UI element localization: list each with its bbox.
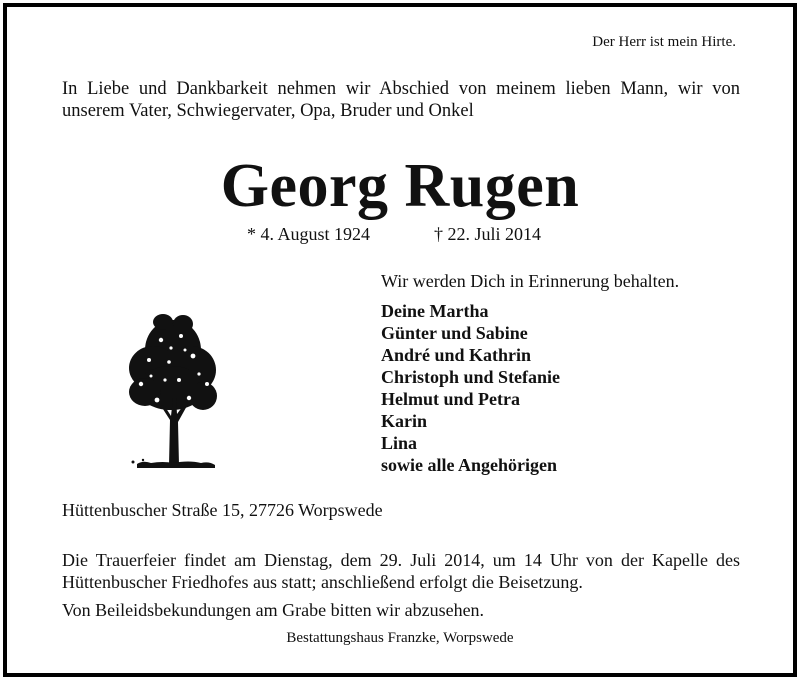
mourner: sowie alle Angehörigen [381,455,557,475]
condolence-notice: Von Beileidsbekundungen am Grabe bitten wir abzusehen. [62,600,485,620]
address: Hüttenbuscher Straße 15, 27726 Worpswede [62,500,383,520]
intro-text: In Liebe und Dankbarkeit nehmen wir Abschied von meinem lieben Mann, wir von unserem Vater, Schwiegervater, Opa, Bruder und Onkel [62,79,740,121]
mourner: Günter und Sabine [381,323,528,343]
mourner: Christoph und Stefanie [381,367,561,387]
birth-date: * 4. August 1924 [247,224,371,244]
tree-icon [123,310,223,470]
mourner: Karin [381,411,428,431]
mourners-list [381,300,560,476]
mourner: Deine Martha [381,301,489,321]
mourner: Helmut und Petra [381,389,520,409]
deceased-name: Georg Rugen [220,152,580,220]
remembrance-line: Wir werden Dich in Erinnerung behalten. [381,271,680,291]
motto: Der Herr ist mein Hirte. [592,34,736,50]
ceremony-notice: Die Trauerfeier findet am Dienstag, dem 29. Juli 2014, um 14 Uhr von der Kapelle des Hüttenbuscher Friedhofes aus statt; anschließend erfolgt die Beisetzung. [62,550,740,592]
funeral-home: Bestattungshaus Franzke, Worpswede [286,630,514,646]
mourner: Lina [381,433,418,453]
mourner: André und Kathrin [381,345,532,365]
death-date: † 22. Juli 2014 [434,224,542,244]
